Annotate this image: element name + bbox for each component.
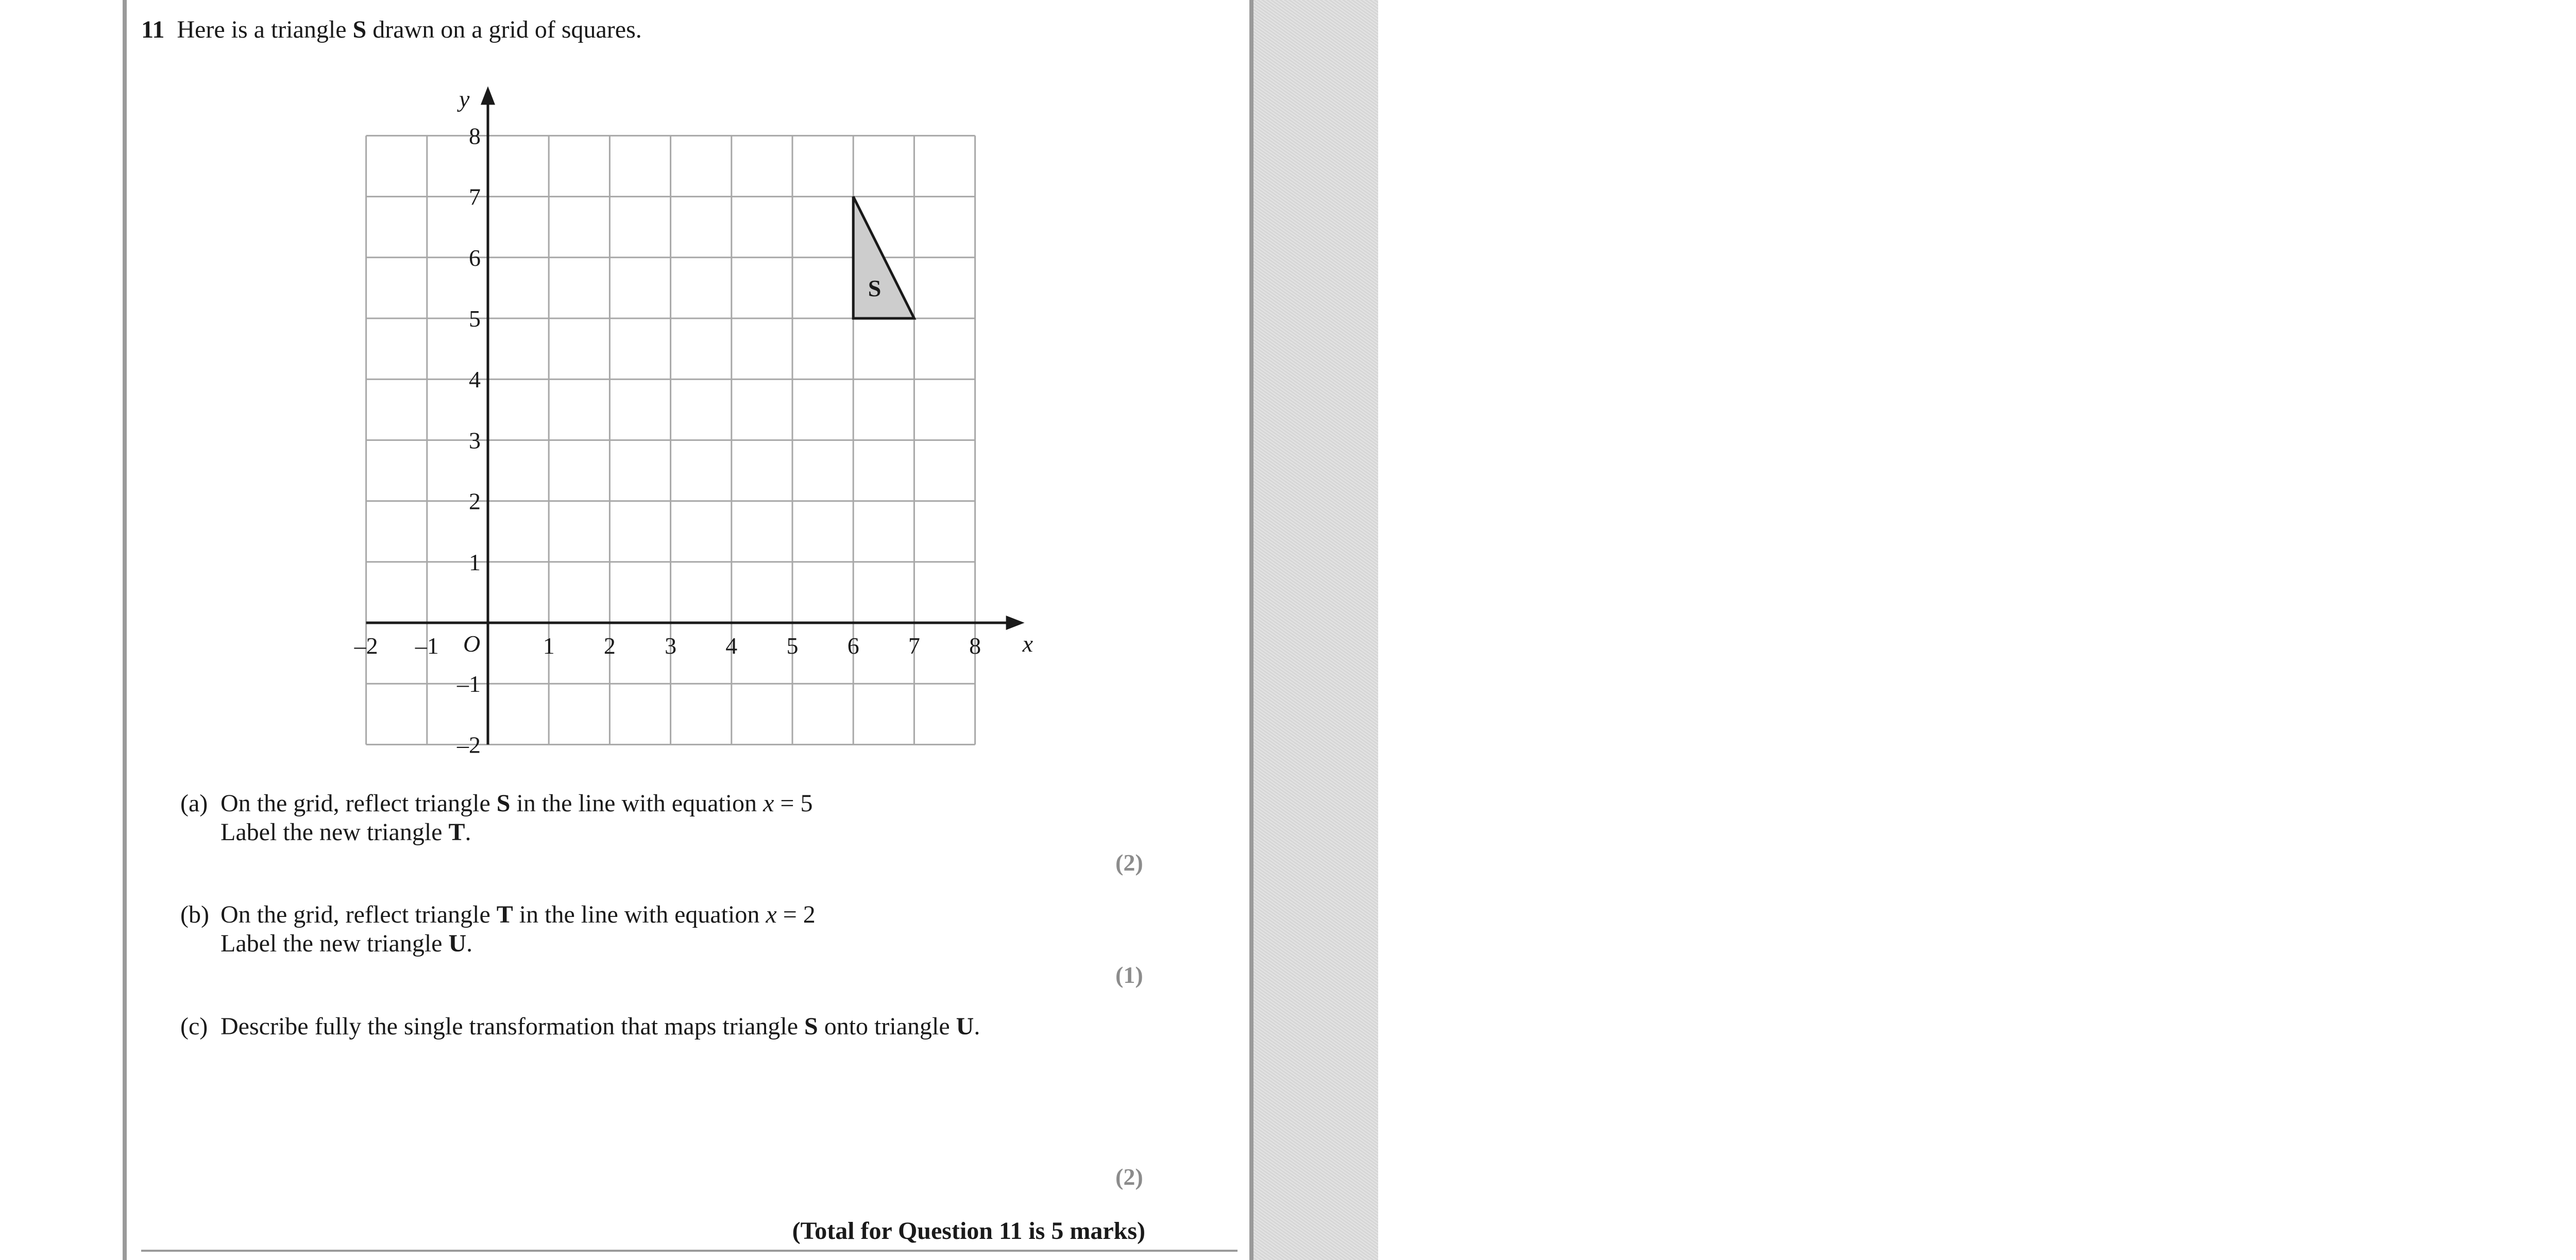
y-tick-label: 7 bbox=[469, 183, 481, 210]
y-tick-label: 3 bbox=[469, 427, 481, 454]
x-tick-label: 2 bbox=[603, 633, 616, 659]
question-text-before: Here is a triangle bbox=[177, 16, 353, 43]
y-tick-label: 8 bbox=[469, 123, 481, 149]
x-axis-label: x bbox=[1022, 631, 1033, 657]
y-tick-label: –1 bbox=[457, 671, 481, 697]
x-tick-label: 4 bbox=[725, 633, 738, 659]
margin-warning-2: DO NOT WRITE IN THIS AREA bbox=[2532, 556, 2561, 938]
bottom-rule bbox=[141, 1250, 1238, 1252]
coordinate-grid[interactable] bbox=[0, 0, 1378, 773]
y-axis-arrow bbox=[481, 86, 495, 105]
triangle-s-label: S bbox=[868, 275, 882, 301]
origin-label: O bbox=[463, 631, 481, 657]
part-c-label: (c) bbox=[180, 1013, 208, 1040]
part-a-line1: On the grid, reflect triangle S in the line with equation x = 5 bbox=[221, 790, 813, 817]
y-tick-label: 2 bbox=[469, 488, 481, 515]
x-tick-labels bbox=[354, 633, 981, 659]
x-tick-label: –2 bbox=[354, 633, 378, 659]
margin-warning-3: DO NOT W bbox=[2532, 1124, 2561, 1260]
x-tick-label: 7 bbox=[908, 633, 920, 659]
part-b-label: (b) bbox=[180, 901, 209, 928]
part-b-line1: On the grid, reflect triangle T in the line with equation x = 2 bbox=[221, 901, 816, 928]
part-a-marks: (2) bbox=[1115, 849, 1143, 876]
part-b-line2: Label the new triangle U. bbox=[221, 930, 473, 957]
y-tick-label: 4 bbox=[469, 366, 481, 393]
part-b-marks: (1) bbox=[1115, 962, 1143, 988]
question-bold-word: S bbox=[352, 16, 367, 43]
part-c-marks: (2) bbox=[1115, 1164, 1143, 1190]
x-tick-label: –1 bbox=[415, 633, 439, 659]
y-axis-label: y bbox=[459, 86, 470, 112]
x-tick-label: 5 bbox=[786, 633, 799, 659]
part-a-label: (a) bbox=[180, 790, 208, 817]
question-number: 11 bbox=[141, 16, 165, 43]
question-text-after: drawn on a grid of squares. bbox=[366, 16, 642, 43]
x-tick-label: 6 bbox=[847, 633, 859, 659]
x-axis-arrow bbox=[1006, 616, 1025, 630]
x-tick-label: 1 bbox=[543, 633, 555, 659]
y-tick-label: 5 bbox=[469, 305, 481, 332]
margin-warning-1: DO NOT WRITE IN THIS AREA bbox=[2532, 31, 2561, 412]
y-tick-label: 6 bbox=[469, 244, 481, 271]
x-tick-label: 3 bbox=[665, 633, 677, 659]
x-tick-label: 8 bbox=[969, 633, 981, 659]
y-tick-label: 1 bbox=[469, 549, 481, 575]
part-a-line2: Label the new triangle T. bbox=[221, 819, 471, 846]
y-tick-label: –2 bbox=[457, 731, 481, 758]
part-c-line1: Describe fully the single transformation that maps triangle S onto triangle U. bbox=[221, 1013, 980, 1040]
question-total: (Total for Question 11 is 5 marks) bbox=[792, 1217, 1145, 1245]
